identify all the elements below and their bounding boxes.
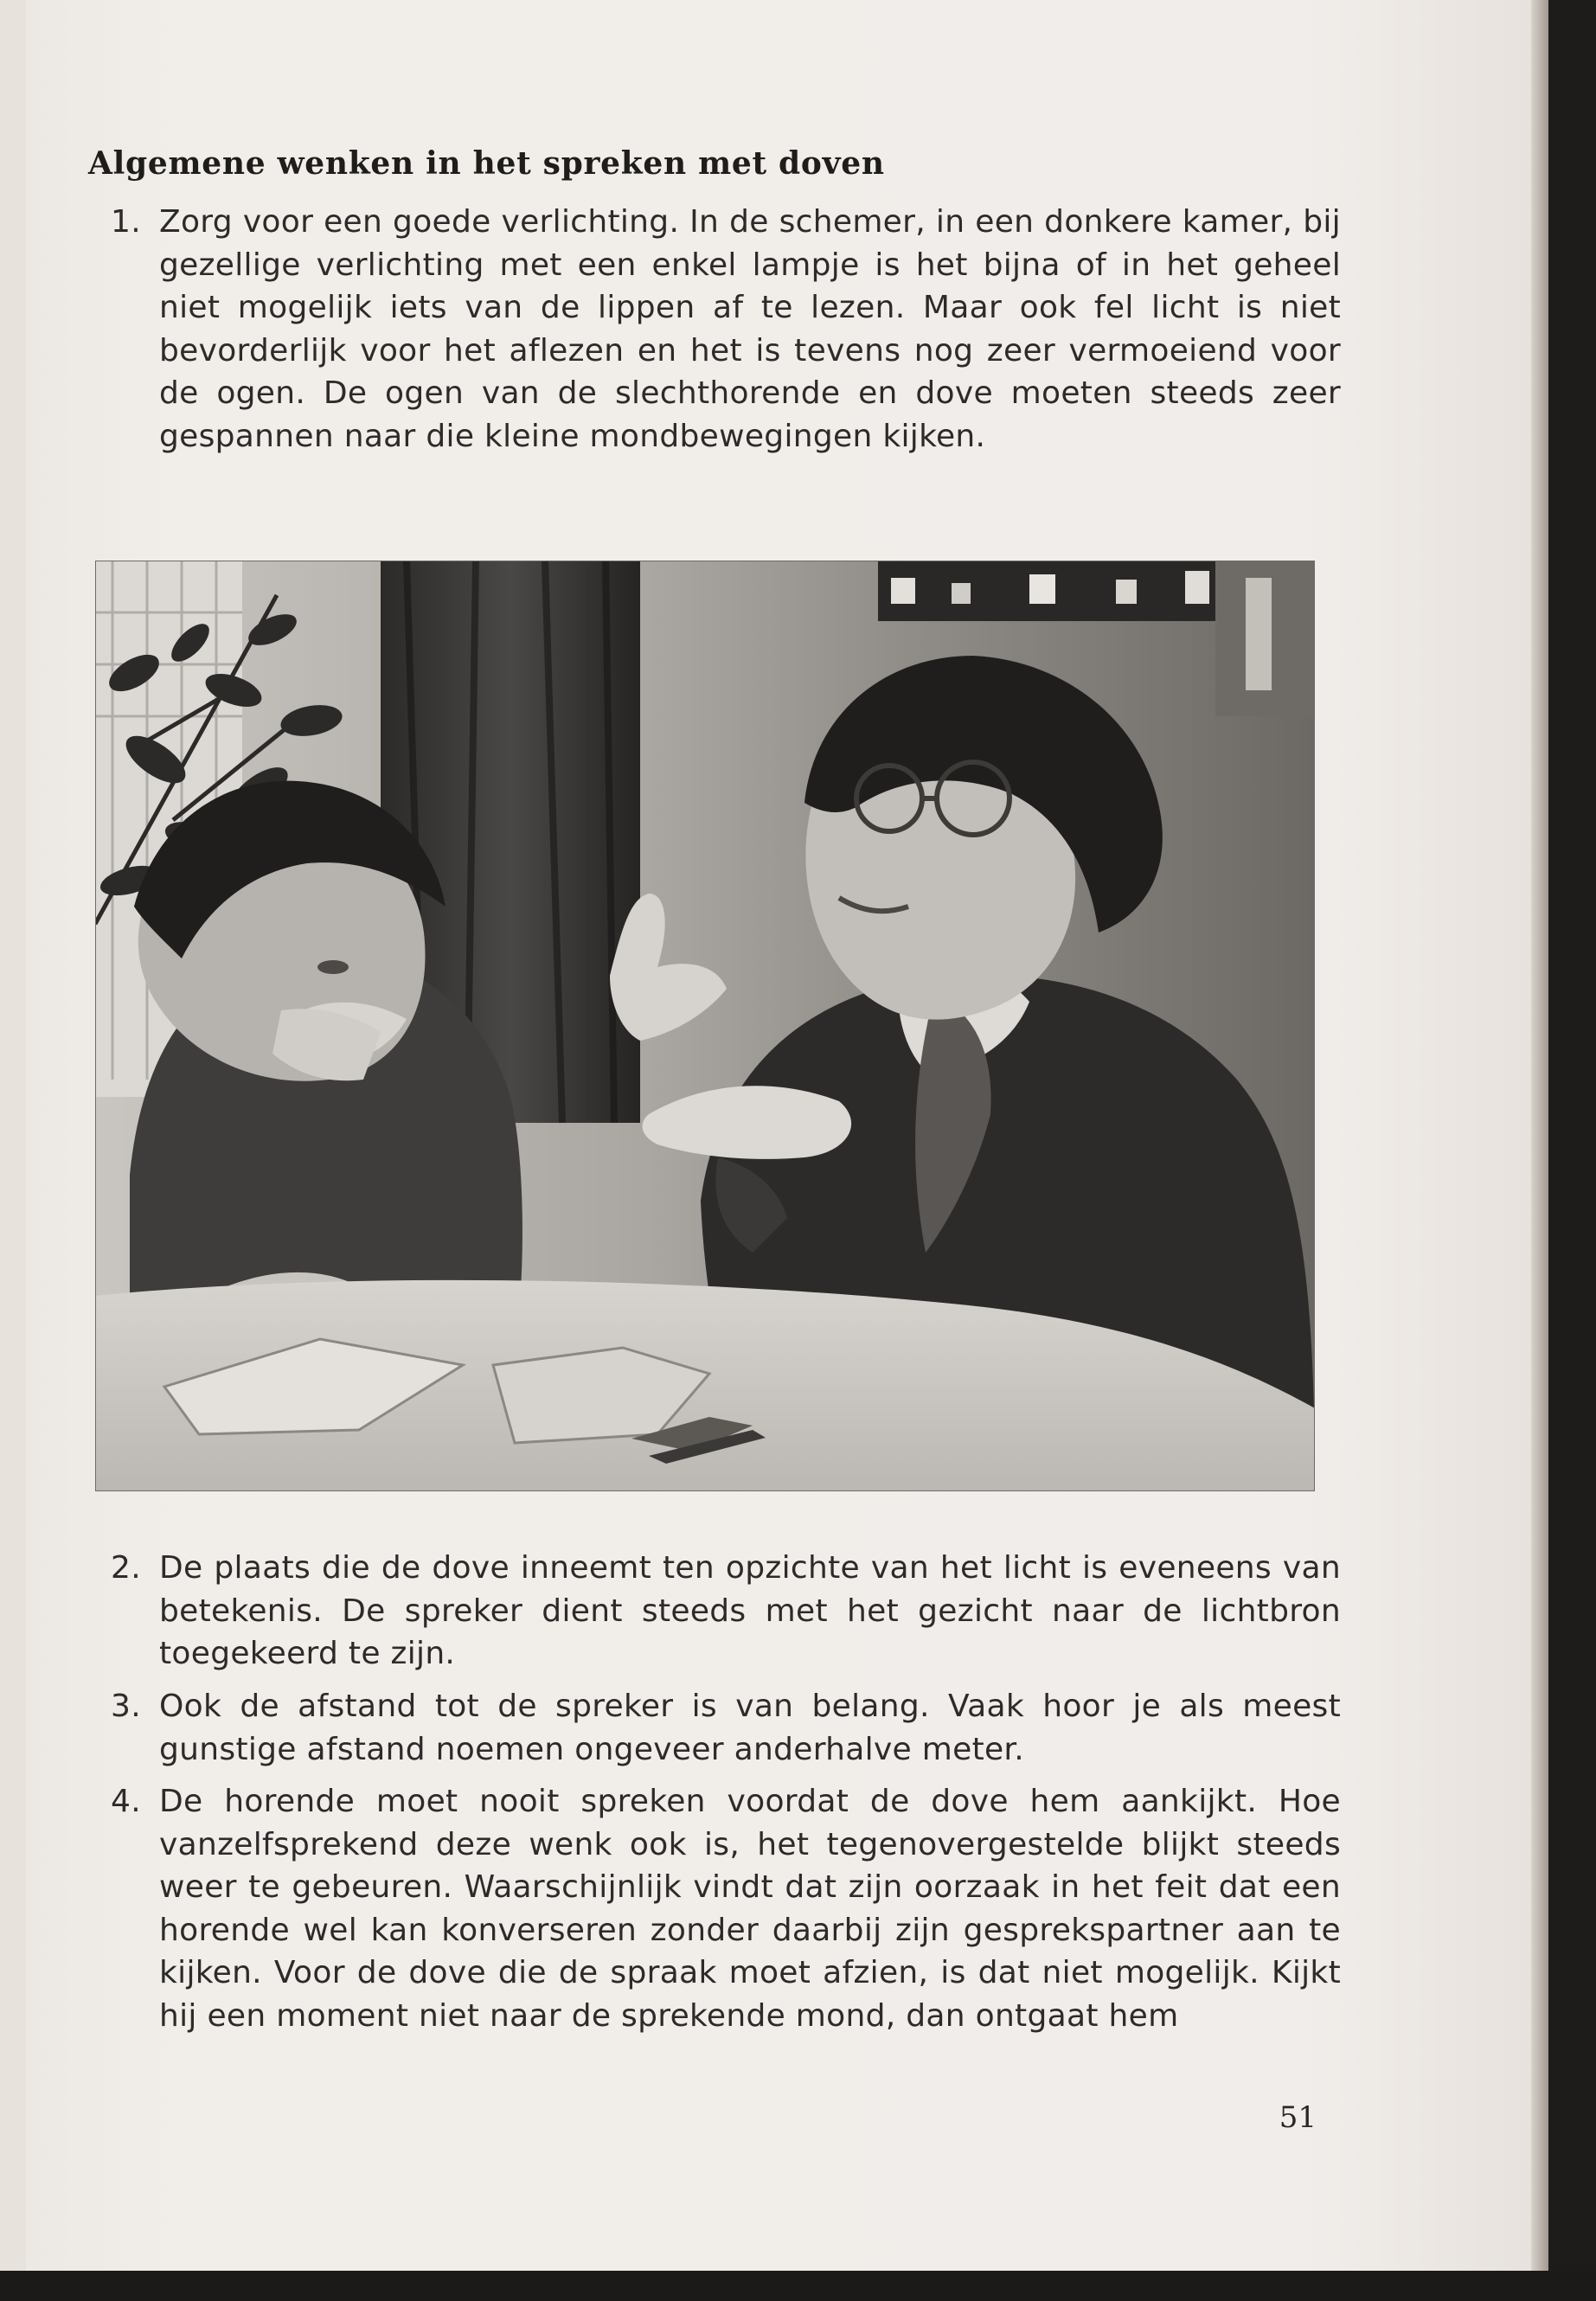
page-number: 51 bbox=[1279, 2100, 1317, 2135]
page-title: Algemene wenken in het spreken met doven bbox=[88, 145, 885, 182]
photo-drawing bbox=[95, 561, 1315, 1491]
list-item-number: 3. bbox=[111, 1689, 141, 1724]
list-item-4 bbox=[111, 1780, 1341, 2092]
page-edge-shadow bbox=[1531, 0, 1548, 2271]
list-item-number: 4. bbox=[111, 1784, 141, 1819]
list-item-1 bbox=[111, 201, 1341, 503]
list-item-text: De plaats die de dove inneemt ten opzichte van het licht is eveneens van betekenis. De spreker dient steeds met het gezicht naar de lichtbron toegekeerd te zijn. bbox=[159, 1550, 1341, 1671]
list-item-text: Zorg voor een goede verlichting. In de schemer, in een donkere kamer, bij gezellige verlichting met een enkel lampje is het bijna of in het geheel niet mogelijk iets van de lippen af te lezen. Maar ook fel licht is niet bevorderlijk voor het aflezen en het is tevens nog zeer vermoeiend voor de ogen. De ogen van de slechthorende en dove moeten steeds zeer gespannen naar die kleine mondbewegingen kijken. bbox=[159, 204, 1341, 454]
list-item-text: Ook de afstand tot de spreker is van belang. Vaak hoor je als meest gunstige afstand noemen ongeveer anderhalve meter. bbox=[159, 1689, 1341, 1767]
list-item-text: De horende moet nooit spreken voordat de dove hem aankijkt. Hoe vanzelfsprekend deze wenk ook is, het tegenovergestelde blijkt steeds weer te gebeuren. Waarschijnlijk vindt dat zijn oorzaak in het feit dat een horende wel kan konverseren zonder daarbij zijn gesprekspartner aan te kijken. Voor de dove die de spraak moet afzien, is dat niet mogelijk. Kijkt hij een moment niet naar de sprekende mond, dan ontgaat hem bbox=[159, 1784, 1341, 2034]
list-item-2 bbox=[111, 1547, 1341, 1685]
list-item-number: 2. bbox=[111, 1550, 141, 1586]
scanner-dark-edge-right bbox=[1548, 0, 1596, 2301]
list-item-3 bbox=[111, 1685, 1341, 1777]
photo-sign-language-conversation bbox=[95, 561, 1315, 1491]
list-item-number: 1. bbox=[111, 204, 141, 240]
scanner-dark-edge-bottom bbox=[0, 2271, 1596, 2301]
